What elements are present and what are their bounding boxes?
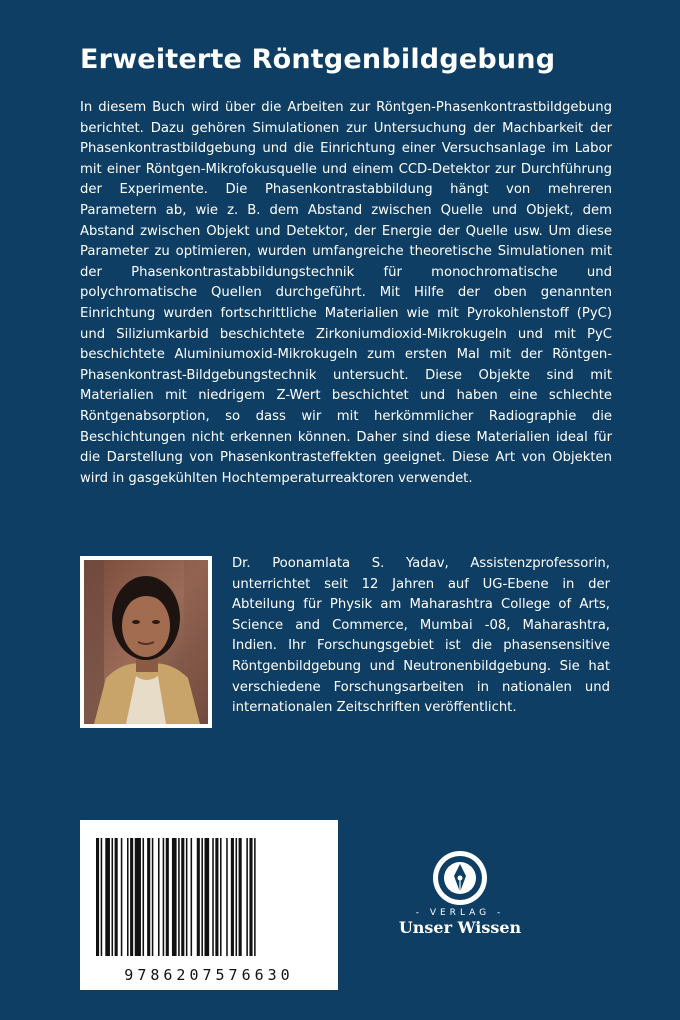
barcode-bar bbox=[115, 838, 118, 956]
barcode-bar bbox=[215, 838, 218, 956]
barcode-bar bbox=[166, 838, 169, 956]
barcode-bar bbox=[254, 838, 256, 956]
barcode-bar bbox=[201, 838, 203, 956]
barcode-bar bbox=[186, 838, 188, 956]
book-title: Erweiterte Röntgenbildgebung bbox=[80, 44, 556, 75]
barcode-bar bbox=[191, 838, 193, 956]
barcode-bar bbox=[147, 838, 150, 956]
barcode-bar bbox=[135, 838, 141, 956]
barcode-bar bbox=[231, 838, 234, 956]
barcode-bar bbox=[212, 838, 214, 956]
book-blurb: In diesem Buch wird über die Arbeiten zur Röntgen-Phasenkontrastbildgebung berichtet. Dazu gehören Simulationen zur Untersuchung der Machbarkeit der Phasenkontrastbildgebung und die Einrichtung einer Versuchsanlage im Labor mit einer Röntgen-Mikrofokusquelle und einem CCD-Detektor zur Durchführung der Experimente. Die Phasenkontrastabbildung hängt von mehreren Parametern ab, wie z. B. dem Abstand zwischen Quelle und Objekt, dem Abstand zwischen Objekt und Detektor, der Energie der Quelle usw. Um diese Parameter zu optimieren, wurden umfangreiche theoretische Simulationen mit der Phasenkontrastabbildungstechnik für monochromatische und polychromatische Quellen durchgeführt. Mit Hilfe der oben genannten Einrichtung wurden fortschrittliche Materialien wie mit Pyrokohlenstoff (PyC) und Siliziumkarbid beschichtete Zirkoniumdioxid-Mikrokugeln und mit PyC beschichtete Aluminiumoxid-Mikrokugeln zum ersten Mal mit der Röntgen-Phasenkontrast-Bildgebungstechnik untersucht. Diese Objekte sind mit Materialien mit niedrigem Z-Wert beschichtet und haben eine schlechte Röntgenabsorption, so dass wir mit herkömmlicher Radiographie die Beschichtungen nicht erkennen können. Daher sind diese Materialien ideal für die Darstellung von Phasenkontrasteffekten geeignet. Diese Art von Objekten wird in gasgekühlten Hochtemperaturreaktoren verwendet. bbox=[80, 100, 612, 486]
barcode-bar bbox=[236, 838, 238, 956]
publisher-logo bbox=[432, 850, 488, 906]
barcode-bar bbox=[143, 838, 145, 956]
publisher-name: Unser Wissen bbox=[398, 918, 522, 937]
barcode-bar bbox=[112, 838, 114, 956]
barcode-bar bbox=[246, 838, 248, 956]
author-bio: Dr. Poonamlata S. Yadav, Assistenzprofessorin, unterrichtet seit 12 Jahren auf UG-Ebene in der Abteilung für Physik am Maharashtra College of Arts, Science and Commerce, Mumbai -08, Maharashtra, Indien. Ihr Forschungsgebiet ist die phasensensitive Röntgenbildgebung und Neutronenbildgebung. Sie hat verschiedene Forschungsarbeiten in nationalen und internationalen Zeitschriften veröffentlicht. bbox=[232, 556, 610, 716]
barcode-bar bbox=[101, 838, 103, 956]
author-photo bbox=[80, 556, 212, 728]
publisher-block bbox=[380, 850, 540, 960]
barcode-bar bbox=[127, 838, 129, 956]
barcode-bar bbox=[178, 838, 180, 956]
barcode-bar bbox=[181, 838, 184, 956]
barcode-bar bbox=[163, 838, 165, 956]
barcode-bar bbox=[96, 838, 99, 956]
barcode-bar bbox=[121, 838, 123, 956]
isbn-barcode bbox=[80, 820, 338, 990]
barcode-bar bbox=[249, 838, 252, 956]
barcode-bar bbox=[239, 838, 242, 956]
barcode-bar bbox=[105, 838, 110, 956]
barcode-bar bbox=[158, 838, 160, 956]
isbn-number: 9786207576630 bbox=[124, 966, 294, 984]
barcode-bar bbox=[220, 838, 222, 956]
publisher-verlag-label: - VERLAG - bbox=[415, 908, 505, 918]
barcode-bar bbox=[172, 838, 177, 956]
barcode-bar bbox=[205, 838, 210, 956]
barcode-bar bbox=[197, 838, 200, 956]
barcode-bar bbox=[152, 838, 154, 956]
barcode-bar bbox=[130, 838, 133, 956]
barcode-bar bbox=[226, 838, 228, 956]
